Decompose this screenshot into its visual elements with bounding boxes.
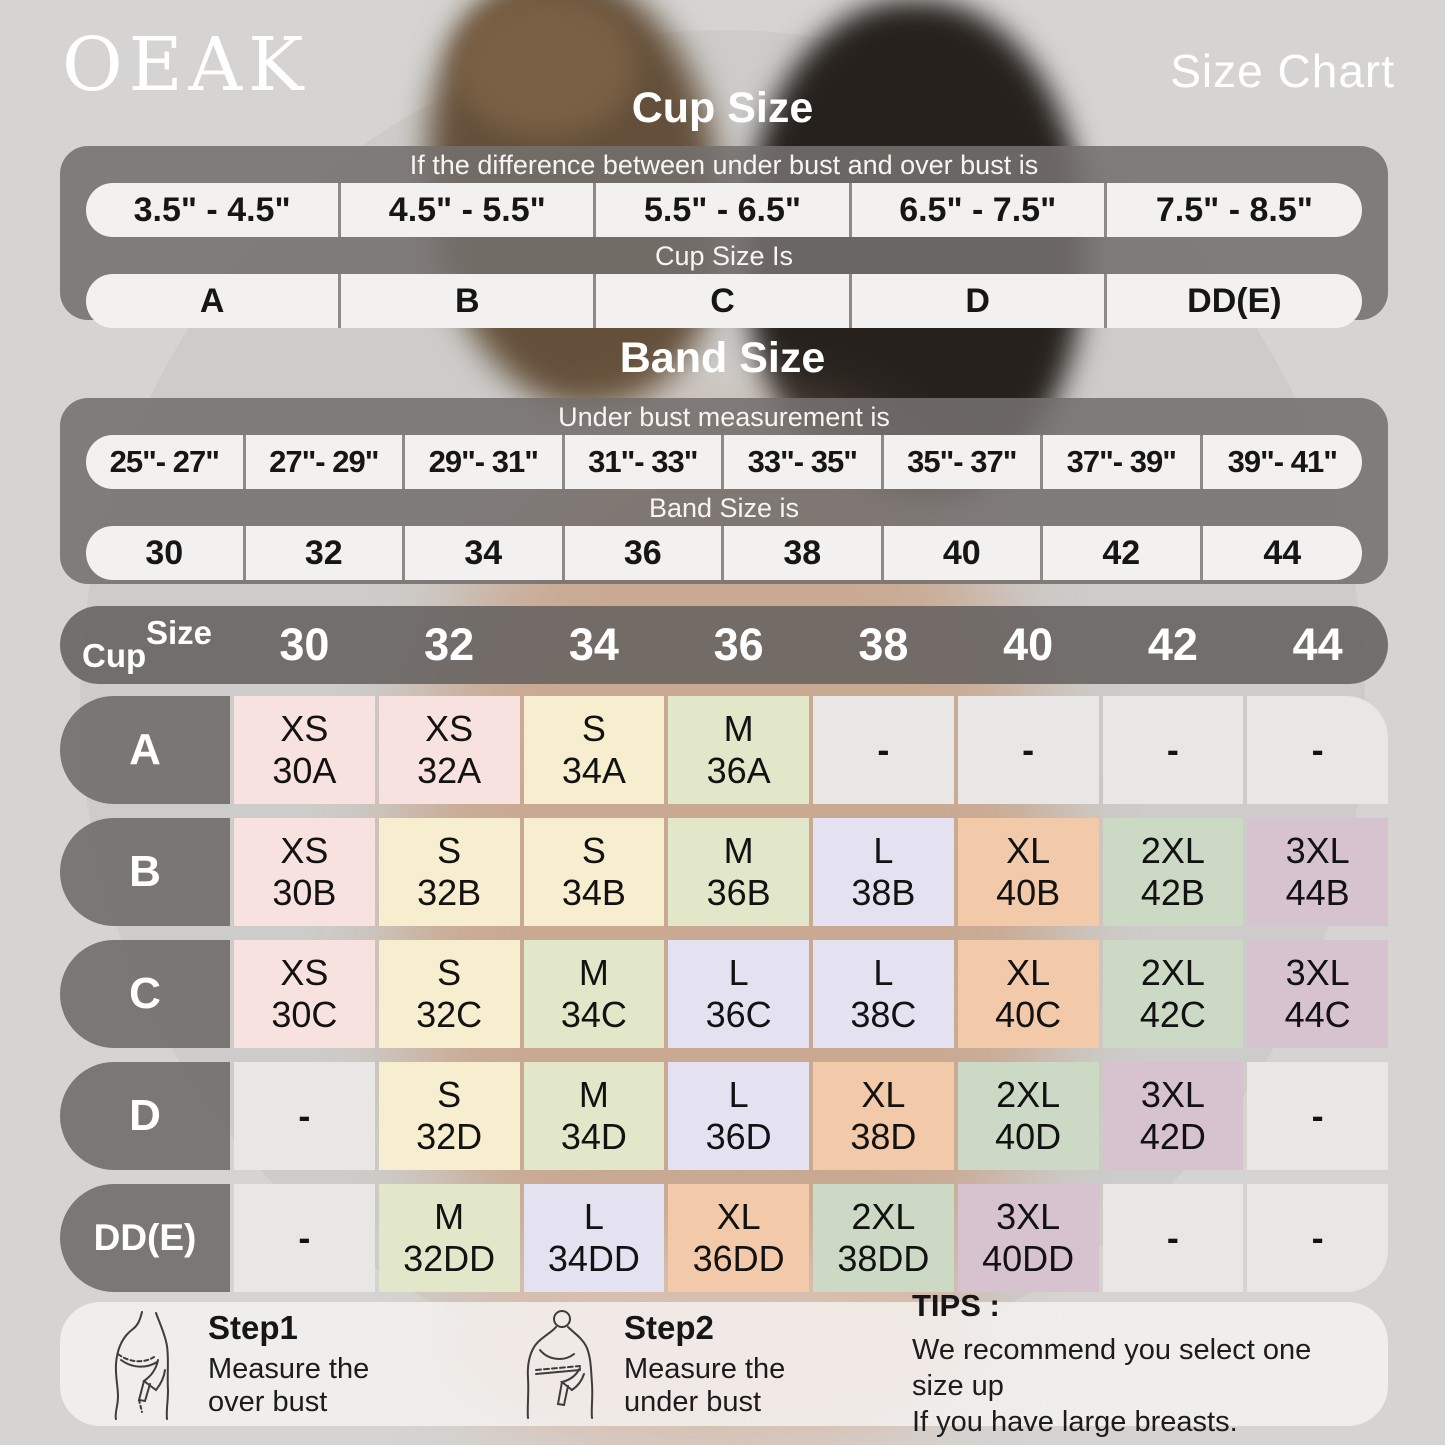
size-label: 3XL bbox=[1285, 952, 1350, 994]
band-range-cell: 35"- 37" bbox=[884, 435, 1044, 489]
cup-size-panel bbox=[60, 146, 1388, 320]
band-range-cell: 31"- 33" bbox=[565, 435, 725, 489]
size-code: 36B bbox=[706, 872, 771, 913]
cup-letter-cell: A bbox=[86, 274, 341, 328]
size-code: 38D bbox=[850, 1116, 917, 1157]
size-label: S bbox=[437, 952, 462, 994]
size-cell bbox=[524, 1062, 665, 1170]
step2-line1: Measure the bbox=[624, 1353, 786, 1385]
cup-range-cell: 5.5" - 6.5" bbox=[596, 183, 851, 237]
size-code: 34C bbox=[560, 994, 627, 1035]
empty-dash: - bbox=[298, 1217, 311, 1259]
size-code: 36DD bbox=[692, 1238, 785, 1279]
size-cell bbox=[958, 940, 1099, 1048]
size-code: 34B bbox=[561, 872, 626, 913]
cup-letter-cell: D bbox=[852, 274, 1107, 328]
cup-letter-row bbox=[86, 274, 1362, 328]
size-cell bbox=[958, 696, 1099, 804]
size-label: M bbox=[723, 830, 754, 872]
band-number-cell: 34 bbox=[405, 526, 565, 580]
band-range-cell: 39"- 41" bbox=[1227, 444, 1337, 479]
size-code: 38DD bbox=[837, 1238, 930, 1279]
size-code: 40C bbox=[995, 994, 1062, 1035]
band-range-cell: 25"- 27" bbox=[86, 435, 246, 489]
cup-size-result-label: Cup Size Is bbox=[654, 241, 794, 271]
size-cell bbox=[1247, 1062, 1388, 1170]
measure-over-bust-icon bbox=[98, 1308, 194, 1420]
size-label: L bbox=[728, 1074, 749, 1116]
matrix-column-header: 32 bbox=[424, 619, 475, 670]
empty-dash: - bbox=[1022, 729, 1035, 771]
band-number-cell: 42 bbox=[1043, 526, 1203, 580]
size-cell bbox=[379, 940, 520, 1048]
size-cell bbox=[1103, 1184, 1244, 1292]
tips-title: TIPS : bbox=[912, 1288, 1000, 1323]
matrix-column-header: 38 bbox=[858, 619, 909, 670]
size-cell bbox=[668, 696, 809, 804]
size-cell bbox=[1103, 1062, 1244, 1170]
size-matrix bbox=[60, 696, 1388, 1292]
matrix-column-header: 30 bbox=[279, 619, 330, 670]
band-range-cell: 29"- 31" bbox=[405, 435, 565, 489]
band-number-cell: 36 bbox=[565, 526, 725, 580]
band-number-cell: 30 bbox=[86, 526, 246, 580]
size-label: XL bbox=[1006, 952, 1051, 994]
size-cell bbox=[813, 940, 954, 1048]
size-label: 2XL bbox=[851, 1196, 916, 1238]
cup-size-title: Cup Size bbox=[631, 84, 814, 132]
size-cell bbox=[813, 1184, 954, 1292]
size-code: 40D bbox=[995, 1116, 1062, 1157]
band-number-row bbox=[86, 526, 1362, 580]
size-label: 3XL bbox=[1285, 830, 1350, 872]
size-cell bbox=[234, 1062, 375, 1170]
size-label: S bbox=[581, 830, 606, 872]
size-code: 30C bbox=[271, 994, 338, 1035]
size-code: 32DD bbox=[403, 1238, 496, 1279]
size-code: 32D bbox=[416, 1116, 483, 1157]
size-cell bbox=[668, 1062, 809, 1170]
band-size-title: Band Size bbox=[619, 334, 826, 382]
size-cell bbox=[1247, 940, 1388, 1048]
cup-range-cell: 7.5" - 8.5" bbox=[1155, 190, 1313, 229]
size-label: XL bbox=[861, 1074, 906, 1116]
matrix-column-header: 40 bbox=[1003, 619, 1054, 670]
size-cell bbox=[379, 818, 520, 926]
matrix-row-label: C bbox=[60, 940, 230, 1048]
size-cell bbox=[1103, 696, 1244, 804]
size-cell bbox=[1247, 696, 1388, 804]
size-code: 40B bbox=[996, 872, 1061, 913]
size-cell bbox=[524, 818, 665, 926]
cup-range-cell: 6.5" - 7.5" bbox=[852, 183, 1107, 237]
size-label: S bbox=[437, 830, 462, 872]
empty-dash: - bbox=[1311, 1095, 1324, 1137]
size-cell bbox=[813, 818, 954, 926]
size-cell bbox=[958, 1062, 1099, 1170]
step2-title: Step2 bbox=[624, 1309, 714, 1346]
matrix-corner-cell bbox=[60, 606, 230, 684]
size-cell bbox=[813, 1062, 954, 1170]
size-cell bbox=[234, 1184, 375, 1292]
size-cell bbox=[1103, 818, 1244, 926]
size-code: 34DD bbox=[547, 1238, 640, 1279]
size-label: 2XL bbox=[1140, 830, 1205, 872]
size-label: M bbox=[434, 1196, 465, 1238]
size-label: 3XL bbox=[996, 1196, 1061, 1238]
corner-size-label: Size bbox=[146, 614, 213, 651]
empty-dash: - bbox=[298, 1095, 311, 1137]
size-code: 42C bbox=[1139, 994, 1206, 1035]
cup-range-cell: 3.5" - 4.5" bbox=[86, 183, 341, 237]
size-cell bbox=[1247, 1184, 1388, 1292]
size-label: L bbox=[873, 952, 894, 994]
size-code: 36A bbox=[706, 750, 771, 791]
band-range-row bbox=[86, 435, 1362, 489]
size-label: 3XL bbox=[1140, 1074, 1205, 1116]
size-cell bbox=[668, 818, 809, 926]
empty-dash: - bbox=[1311, 729, 1324, 771]
size-label: S bbox=[437, 1074, 462, 1116]
size-cell bbox=[958, 1184, 1099, 1292]
tips-line2: If you have large breasts. bbox=[912, 1406, 1238, 1438]
size-code: 36D bbox=[705, 1116, 772, 1157]
size-code: 32C bbox=[416, 994, 483, 1035]
empty-dash: - bbox=[1166, 729, 1179, 771]
matrix-row-label: DD(E) bbox=[60, 1184, 230, 1292]
size-cell bbox=[234, 696, 375, 804]
size-code: 36C bbox=[705, 994, 772, 1035]
size-cell bbox=[524, 696, 665, 804]
size-label: M bbox=[578, 952, 609, 994]
size-label: XS bbox=[280, 708, 329, 750]
size-cell bbox=[958, 818, 1099, 926]
size-code: 38C bbox=[850, 994, 917, 1035]
cup-range-cell: 4.5" - 5.5" bbox=[341, 183, 596, 237]
band-number-cell: 40 bbox=[884, 526, 1044, 580]
step1-block bbox=[208, 1309, 440, 1419]
size-cell bbox=[524, 1184, 665, 1292]
size-label: L bbox=[728, 952, 749, 994]
size-code: 30A bbox=[272, 750, 337, 791]
corner-cup-label: Cup bbox=[82, 637, 147, 674]
page-title: Size Chart bbox=[1170, 45, 1395, 97]
step2-line2: under bust bbox=[624, 1386, 762, 1418]
size-label: 2XL bbox=[1140, 952, 1205, 994]
matrix-column-header: 36 bbox=[713, 619, 764, 670]
size-label: XL bbox=[716, 1196, 761, 1238]
size-code: 34A bbox=[561, 750, 626, 791]
size-cell bbox=[379, 1184, 520, 1292]
size-code: 32A bbox=[417, 750, 482, 791]
cup-size-instruction: If the difference between under bust and over bust is bbox=[409, 150, 1039, 180]
matrix-column-header: 44 bbox=[1292, 619, 1343, 670]
matrix-row-label: A bbox=[60, 696, 230, 804]
size-code: 42B bbox=[1140, 872, 1205, 913]
size-code: 34D bbox=[560, 1116, 627, 1157]
size-label: XL bbox=[1006, 830, 1051, 872]
band-range-cell: 33"- 35" bbox=[724, 435, 884, 489]
band-range-cell: 27"- 29" bbox=[246, 435, 406, 489]
measure-help-bar bbox=[60, 1288, 1388, 1438]
size-cell bbox=[379, 1062, 520, 1170]
matrix-row-label: B bbox=[60, 818, 230, 926]
size-cell bbox=[234, 940, 375, 1048]
size-cell bbox=[1247, 818, 1388, 926]
size-code: 44B bbox=[1285, 872, 1350, 913]
size-label: M bbox=[578, 1074, 609, 1116]
size-label: XS bbox=[280, 952, 329, 994]
size-label: XS bbox=[280, 830, 329, 872]
matrix-row-label: D bbox=[60, 1062, 230, 1170]
size-code: 30B bbox=[272, 872, 337, 913]
size-label: XS bbox=[425, 708, 474, 750]
size-label: S bbox=[581, 708, 606, 750]
band-size-panel bbox=[60, 398, 1388, 584]
measure-under-bust-icon bbox=[514, 1308, 610, 1420]
size-cell bbox=[668, 1184, 809, 1292]
size-label: L bbox=[873, 830, 894, 872]
size-label: 2XL bbox=[996, 1074, 1061, 1116]
size-cell bbox=[668, 940, 809, 1048]
size-code: 32B bbox=[417, 872, 482, 913]
size-cell bbox=[813, 696, 954, 804]
step1-line2: over bust bbox=[208, 1386, 328, 1418]
empty-dash: - bbox=[877, 729, 890, 771]
cup-letter-cell: C bbox=[596, 274, 851, 328]
empty-dash: - bbox=[1166, 1217, 1179, 1259]
tips-block bbox=[912, 1288, 1362, 1440]
cup-letter-cell: B bbox=[341, 274, 596, 328]
size-label: L bbox=[583, 1196, 604, 1238]
band-size-result-label: Band Size is bbox=[648, 493, 800, 523]
matrix-header-bar bbox=[60, 606, 1388, 684]
size-code: 38B bbox=[851, 872, 916, 913]
size-code: 42D bbox=[1139, 1116, 1206, 1157]
cup-letter-cell: DD(E) bbox=[1187, 281, 1282, 320]
band-number-cell: 32 bbox=[246, 526, 406, 580]
matrix-column-header: 42 bbox=[1147, 619, 1198, 670]
step1-line1: Measure the bbox=[208, 1353, 370, 1385]
size-cell bbox=[234, 818, 375, 926]
tips-line1: We recommend you select one size up bbox=[912, 1334, 1312, 1402]
step1-title: Step1 bbox=[208, 1309, 298, 1346]
band-size-instruction: Under bust measurement is bbox=[558, 402, 890, 432]
size-cell bbox=[1103, 940, 1244, 1048]
brand-logo: OEAK bbox=[62, 22, 310, 108]
step2-block bbox=[624, 1309, 856, 1419]
size-cell bbox=[379, 696, 520, 804]
size-cell bbox=[524, 940, 665, 1048]
band-number-cell: 44 bbox=[1263, 533, 1302, 572]
empty-dash: - bbox=[1311, 1217, 1324, 1259]
band-range-cell: 37"- 39" bbox=[1043, 435, 1203, 489]
band-number-cell: 38 bbox=[724, 526, 884, 580]
matrix-column-header: 34 bbox=[568, 619, 619, 670]
size-code: 44C bbox=[1284, 994, 1351, 1035]
size-code: 40DD bbox=[982, 1238, 1075, 1279]
size-label: M bbox=[723, 708, 754, 750]
cup-range-row bbox=[86, 183, 1362, 237]
